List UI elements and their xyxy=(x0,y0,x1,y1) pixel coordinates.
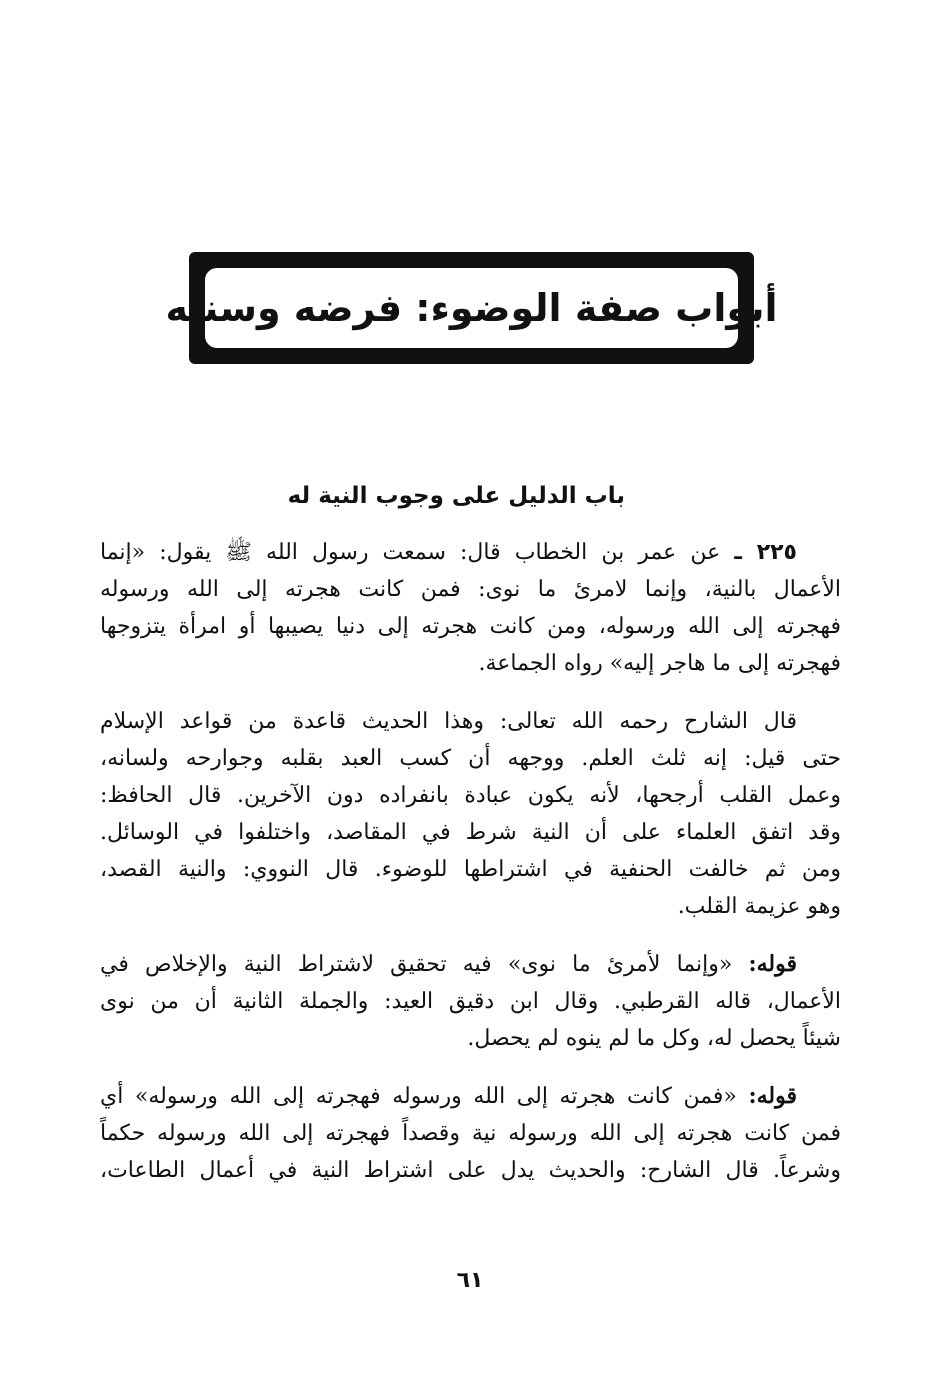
hadith-number: ٢٢٥ ـ xyxy=(734,540,797,565)
hadith-line: فهجرته إلى الله ورسوله، ومن كانت هجرته إلى دنيا يصيبها أو امرأة يتزوجها xyxy=(100,614,841,639)
hadith-line-text: عن عمر بن الخطاب قال: سمعت رسول الله ﷺ يقول: «إنما xyxy=(100,540,721,565)
note-line: الأعمال، قاله القرطبي. وقال ابن دقيق العيد: والجملة الثانية أن من نوى xyxy=(100,989,841,1014)
commentary-line: حتى قيل: إنه ثلث العلم. ووجهه أن كسب العبد بقلبه وجوارحه ولسانه، xyxy=(100,746,841,771)
commentary-line: وقد اتفق العلماء على أن النية شرط في المقاصد، واختلفوا في الوسائل. xyxy=(100,820,841,845)
note-line: وشرعاً. قال الشارح: والحديث يدل على اشتراط النية في أعمال الطاعات، xyxy=(100,1158,841,1183)
note-line-text: «وإنما لأمرئ ما نوى» فيه تحقيق لاشتراط النية والإخلاص في xyxy=(100,952,733,977)
note-line: فمن كانت هجرته إلى الله ورسوله نية وقصداً فهجرته إلى الله ورسوله حكماً xyxy=(100,1121,841,1146)
hadith-line: فهجرته إلى ما هاجر إليه» رواه الجماعة. xyxy=(478,651,841,676)
hadith-line xyxy=(100,534,841,571)
hadith-paragraph xyxy=(100,534,841,682)
note-line: شيئاً يحصل له، وكل ما لم ينوه لم يحصل. xyxy=(467,1026,841,1051)
page-number: ٦١ xyxy=(456,1268,484,1293)
note-line-text: «فمن كانت هجرته إلى الله ورسوله فهجرته إلى الله ورسوله» أي xyxy=(100,1084,737,1109)
page-body xyxy=(100,534,841,1210)
commentary-line: ومن ثم خالفت الحنفية في اشتراطها للوضوء. قال النووي: والنية القصد، xyxy=(100,857,841,882)
commentary-line: وهو عزيمة القلب. xyxy=(677,894,841,919)
hadith-line: الأعمال بالنية، وإنما لامرئ ما نوى: فمن كانت هجرته إلى الله ورسوله xyxy=(100,577,841,602)
note-line xyxy=(100,946,841,983)
commentary-line: قال الشارح رحمه الله تعالى: وهذا الحديث قاعدة من قواعد الإسلام xyxy=(100,709,797,734)
commentary-paragraph xyxy=(100,703,841,925)
commentary-line: وعمل القلب أرجحها، لأنه يكون عبادة بانفراده دون الآخرين. قال الحافظ: xyxy=(100,783,841,808)
chapter-title-frame xyxy=(165,252,778,364)
note-line xyxy=(100,1078,841,1115)
chapter-title: أبواب صفة الوضوء: فرضه وسننه xyxy=(165,286,778,330)
note-paragraph-2 xyxy=(100,1078,841,1189)
note-lead: قوله: xyxy=(748,951,798,977)
note-paragraph-1 xyxy=(100,946,841,1057)
section-heading: باب الدليل على وجوب النية له xyxy=(287,483,625,509)
chapter-title-box xyxy=(165,266,778,350)
note-lead: قوله: xyxy=(748,1083,798,1109)
